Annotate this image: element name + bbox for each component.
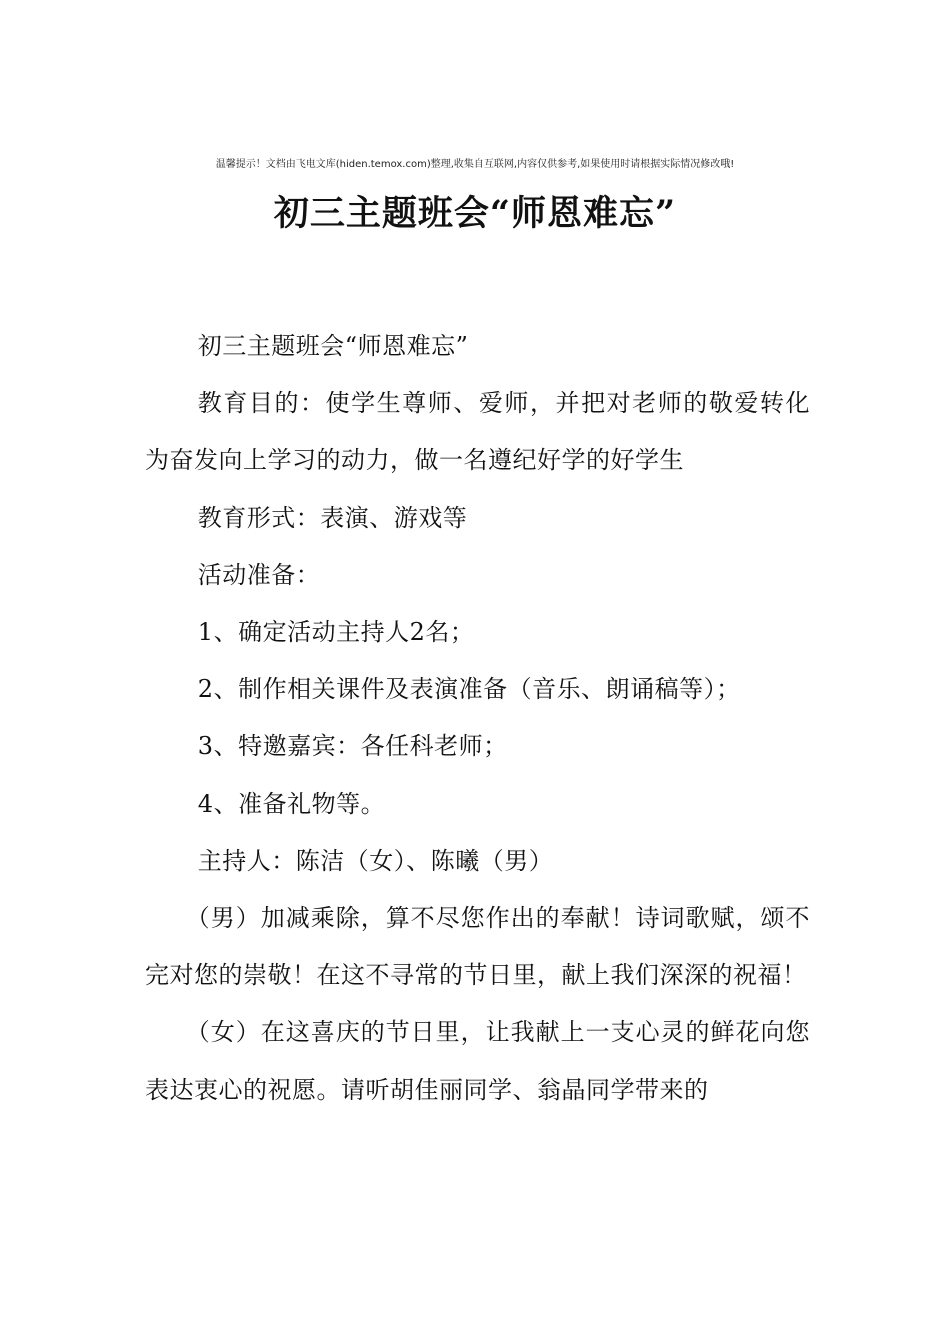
list-item-prep-1: 1、确定活动主持人2名； (197, 618, 475, 647)
paragraph-hosts: 主持人：陈洁（女）、陈曦（男） (197, 846, 554, 875)
paragraph-subtitle: 初三主题班会“师恩难忘” (197, 332, 469, 360)
paragraph-education-goal: 教育目的：使学生尊师、爱师，并把对老师的敬爱转化为奋发向上学习的动力，做一名遵纪好学的好学生 (145, 389, 810, 475)
paragraph-activity-prep: 活动准备： (197, 560, 321, 589)
paragraph-education-form: 教育形式：表演、游戏等 (197, 503, 468, 532)
document-body (145, 318, 810, 1119)
paragraph-male-host-line: （男）加减乘除，算不尽您作出的奉献！诗词歌赋，颂不完对您的崇敬！在这不寻常的节日里，献上我们深深的祝福！ (145, 904, 810, 990)
watermark-notice: 温馨提示！文档由飞电文库(hiden.temox.com)整理,收集自互联网,内容仅供参考,如果使用时请根据实际情况修改哦! (215, 159, 735, 170)
document-title: 初三主题班会“师恩难忘” (273, 193, 677, 234)
list-item-prep-4: 4、准备礼物等。 (197, 789, 386, 818)
list-item-prep-2: 2、制作相关课件及表演准备（音乐、朗诵稿等）； (197, 675, 741, 704)
list-item-prep-3: 3、特邀嘉宾：各任科老师； (197, 732, 508, 761)
paragraph-female-host-line: （女）在这喜庆的节日里，让我献上一支心灵的鲜花向您表达衷心的祝愿。请听胡佳丽同学、翁晶同学带来的 (145, 1018, 810, 1104)
